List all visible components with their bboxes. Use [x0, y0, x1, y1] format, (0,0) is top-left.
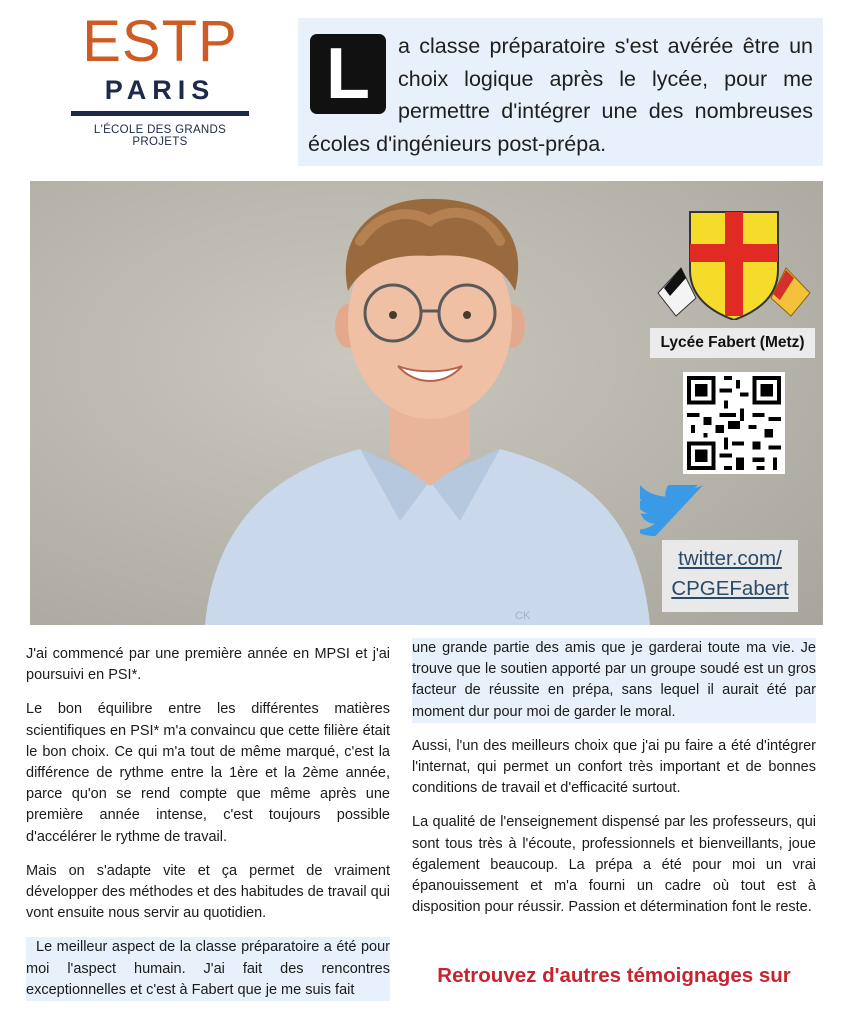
intro-text: a classe préparatoire s'est avérée être un choix logique après le lycée, pour me permettre d'intégrer une des nombreuses écoles d'ingénieurs post-prépa.	[308, 34, 813, 156]
qr-code[interactable]	[683, 372, 785, 474]
call-to-action: Retrouvez d'autres témoignages sur	[437, 964, 791, 987]
twitter-link[interactable]	[662, 540, 798, 612]
twitter-icon[interactable]	[640, 485, 704, 539]
right-column	[412, 638, 816, 931]
twitter-link-line2[interactable]: CPGEFabert	[671, 577, 789, 600]
paragraph-highlight: Le meilleur aspect de la classe préparatoire a été pour moi l'aspect humain. J'ai fait des rencontres exceptionnelles et c'est à Fabert que je me suis fait	[26, 937, 390, 1001]
estp-logo	[65, 9, 255, 172]
paragraph: Le bon équilibre entre les différentes matières scientifiques en PSI* m'a convaincu que cette filière était le bon choix. Ce qui m'a tout de même marqué, c'est la différence de rythme entre la 1ère et la 2ème année, parce qu'on se rend compte que même après une première année intense, c'est toujours possible d'accélérer le rythme de travail.	[26, 701, 390, 845]
logo-divider	[71, 111, 249, 116]
school-name-label: Lycée Fabert (Metz)	[650, 328, 815, 358]
drop-cap: L	[310, 34, 386, 114]
twitter-link-line1[interactable]: twitter.com/	[678, 547, 782, 570]
paragraph-highlight: une grande partie des amis que je garderai toute ma vie. Je trouve que le soutien apporté par un groupe soudé est un gros facteur de réussite en prépa, sans lequel il aurait été par moment dur pour moi de garder le moral.	[412, 638, 816, 723]
logo-city: PARIS	[104, 75, 216, 105]
shirt-initials: CK	[515, 610, 531, 622]
paragraph: J'ai commencé par une première année en MPSI et j'ai poursuivi en PSI*.	[26, 646, 390, 684]
paragraph: La qualité de l'enseignement dispensé par les professeurs, qui sont tous très à l'écoute, professionnels et bienveillants, joue également beaucoup. La prépa a été pour moi un vrai épanouissement et m'a fourni un cadre où tout est à disposition pour réussir. Passion et détermination font le reste.	[412, 814, 816, 916]
lycee-fabert-crest	[656, 208, 812, 320]
logo-name: ESTP	[82, 9, 238, 74]
paragraph: Mais on s'adapte vite et ça permet de vraiment développer des méthodes et des habitudes de travail qui vont ensuite nous servir au quotidien.	[26, 862, 390, 922]
intro-box	[298, 18, 823, 166]
left-column	[26, 644, 390, 1014]
logo-tagline: L'ÉCOLE DES GRANDS PROJETS	[93, 124, 227, 148]
paragraph: Aussi, l'un des meilleurs choix que j'ai pu faire a été d'intégrer l'internat, qui permet un confort très important et de bonnes conditions de travail et d'efficacité surtout.	[412, 737, 816, 797]
